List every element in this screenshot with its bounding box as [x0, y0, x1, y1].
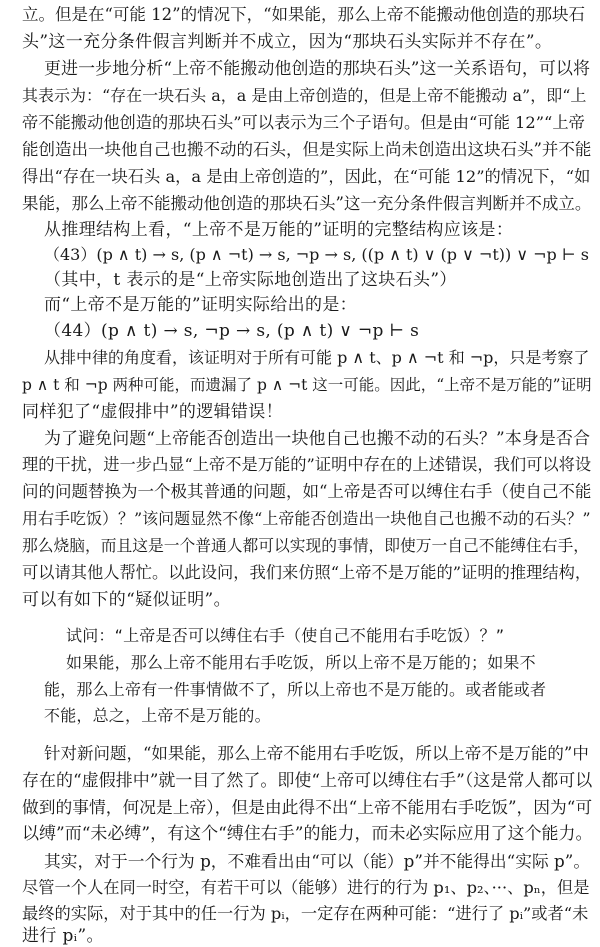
text-line: 进行 pᵢ”。 [22, 926, 104, 946]
text-line: 最终的实际，对于其中的任一行为 pᵢ，一定存在两种可能：“进行了 pᵢ”或者“未 [22, 904, 589, 923]
text-line: 针对新问题，“如果能，那么上帝不能用右手吃饭，所以上帝不是万能的”中 [44, 744, 589, 763]
text-line: 帝不能搬动他创造的那块石头”可以表示为三个子语句。但是由“可能 12”“上帝 [22, 113, 585, 132]
text-line: 从推理结构上看，“上帝不是万能的”证明的完整结构应该是： [44, 220, 514, 240]
text-line: 同样犯了“虚假排中”的逻辑错误！ [22, 402, 283, 422]
text-line: （其中，t 表示的是“上帝实际地创造出了这块石头”） [44, 270, 457, 290]
text-line: 做到的事情，何况是上帝），但是由此得不出“上帝不能用右手吃饭”，因为“可 [22, 797, 593, 817]
text-line: 得出“存在一块石头 a，a 是由上帝创造的”，因此，在“可能 12”的情况下，“如 [22, 167, 591, 186]
text-line: 而“上帝不是万能的”证明实际给出的是： [44, 295, 358, 315]
quote-line: 不能，总之，上帝不是万能的。 [44, 706, 271, 725]
text-line: 存在的“虚假排中”就一目了然了。即使“上帝可以缚住右手”（这是常人都可以 [22, 771, 593, 791]
formula-43: （43）(p ∧ t) → s, (p ∧ ¬t) → s, ¬p → s, ((p ∧ t) ∨ (p ∨ ¬t)) ∨ ¬p ⊢ s [44, 245, 589, 264]
text-line: 那么烧脑，而且这是一个普通人都可以实现的事情，即使万一自己不能缚住右手， [22, 536, 589, 555]
text-line: 头”这一充分条件假言判断并不成立，因为“那块石头实际并不存在”。 [22, 32, 553, 52]
text-line: 可以有如下的“疑似证明”。 [22, 590, 231, 610]
quote-line: 能，那么上帝有一件事情做不了，所以上帝也不是万能的。或者能或者 [44, 680, 547, 699]
text-line: 为了避免问题“上帝能否创造出一块他自己也搬不动的石头？”本身是否合 [44, 429, 591, 449]
quote-line: 如果能，那么上帝不能用右手吃饭，所以上帝不是万能的；如果不 [66, 653, 536, 672]
formula-44: （44）(p ∧ t) → s, ¬p → s, (p ∧ t) ∨ ¬p ⊢ s [44, 321, 420, 341]
text-line: 立。但是在“可能 12”的情况下，“如果能，那么上帝不能搬动他创造的那块石 [22, 5, 586, 24]
text-line: 其表示为：“存在一块石头 a，a 是由上帝创造的，但是上帝不能搬动 a”，即“上 [22, 86, 587, 105]
text-line: 理的干扰，进一步凸显“上帝不是万能的”证明中存在的上述错误，我们可以将设 [22, 455, 592, 474]
text-line: 能创造出一块他自己也搬不动的石头，但是实际上尚未创造出这块石头”并不能 [22, 140, 592, 159]
text-line: 以缚”而“未必缚”，有这个“缚住右手”的能力，而未必实际应用了这个能力。 [22, 824, 593, 844]
text-line: 问的问题替换为一个极其普通的问题，如“上帝是否可以缚住右手（使自己不能 [22, 482, 592, 501]
text-line: 从排中律的角度看，该证明对于所有可能 p ∧ t、p ∧ ¬t 和 ¬p，只是考察了 [44, 348, 590, 367]
text-line: 更进一步地分析“上帝不能搬动他创造的那块石头”这一关系语句，可以将 [44, 59, 591, 79]
text-line: 其实，对于一个行为 p，不难看出由“可以（能）p”并不能得出“实际 p”。 [44, 851, 591, 871]
text-line: 果能，那么上帝不能搬动他创造的那块石头”这一充分条件假言判断并不成立。 [22, 194, 592, 213]
text-line: 用右手吃饭）？”该问题显然不像“上帝能否创造出一块他自己也搬不动的石头？” [22, 509, 591, 528]
text-line: 尽管一个人在同一时空，有若干可以（能够）进行的行为 p₁、p₂、···、pₙ，但是 [22, 878, 590, 897]
quote-line: 试问：“上帝是否可以缚住右手（使自己不能用右手吃饭）？” [66, 626, 505, 645]
text-line: 可以请其他人帮忙。以此设问，我们来仿照“上帝不是万能的”证明的推理结构， [22, 563, 592, 582]
text-line: p ∧ t 和 ¬p 两种可能，而遗漏了 p ∧ ¬t 这一可能。因此，“上帝不是万能的”证明 [22, 376, 592, 394]
